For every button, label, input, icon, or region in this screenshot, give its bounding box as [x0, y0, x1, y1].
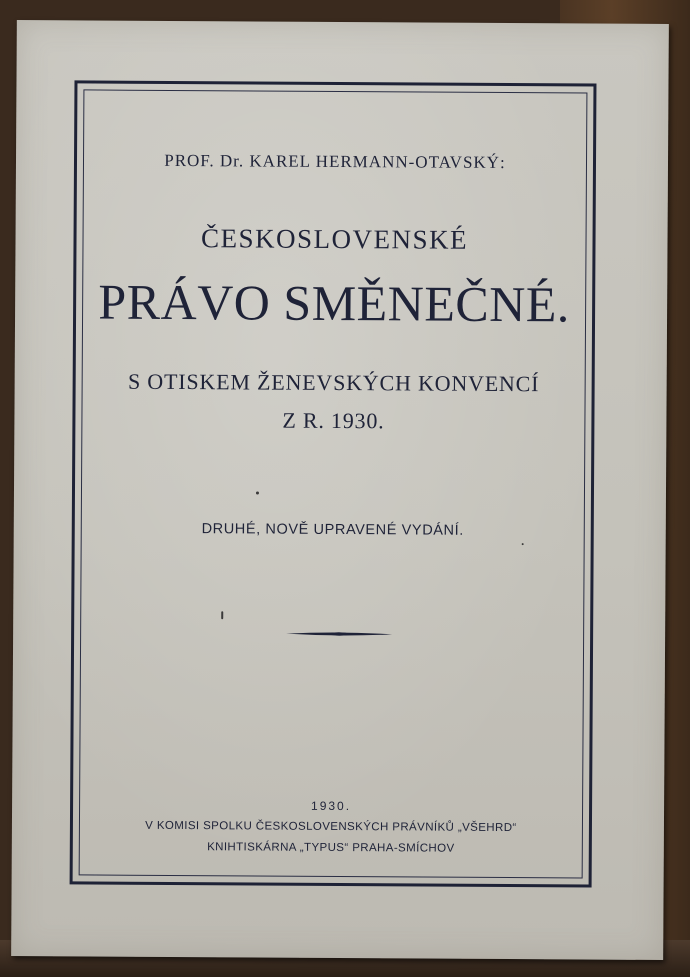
book-cover — [11, 20, 669, 960]
paper-speck — [522, 543, 524, 545]
paper-speck — [221, 611, 223, 619]
paper-speck — [256, 491, 259, 494]
title-line-2: PRÁVO SMĚNEČNÉ. — [98, 273, 571, 333]
cover-inner-border — [79, 89, 588, 878]
ornament-rule-icon — [286, 630, 392, 639]
publisher-line-2: KNIHTISKÁRNA „TYPUS“ PRAHA-SMÍCHOV — [207, 841, 455, 855]
author-line: PROF. Dr. KAREL HERMANN-OTAVSKÝ: — [164, 150, 506, 173]
publication-year: 1930. — [311, 798, 352, 814]
publisher-line-1: V KOMISI SPOLKU ČESKOSLOVENSKÝCH PRÁVNÍKŮ „VŠEHRD“ — [145, 819, 517, 835]
subtitle-line-2: Z R. 1930. — [282, 407, 385, 434]
cover-border-frame — [70, 80, 597, 887]
edition-line: DRUHÉ, NOVĚ UPRAVENÉ VYDÁNÍ. — [201, 521, 464, 539]
subtitle-line-1: S OTISKEM ŽENEVSKÝCH KONVENCÍ — [127, 368, 540, 397]
title-line-1: ČESKOSLOVENSKÉ — [200, 223, 469, 255]
